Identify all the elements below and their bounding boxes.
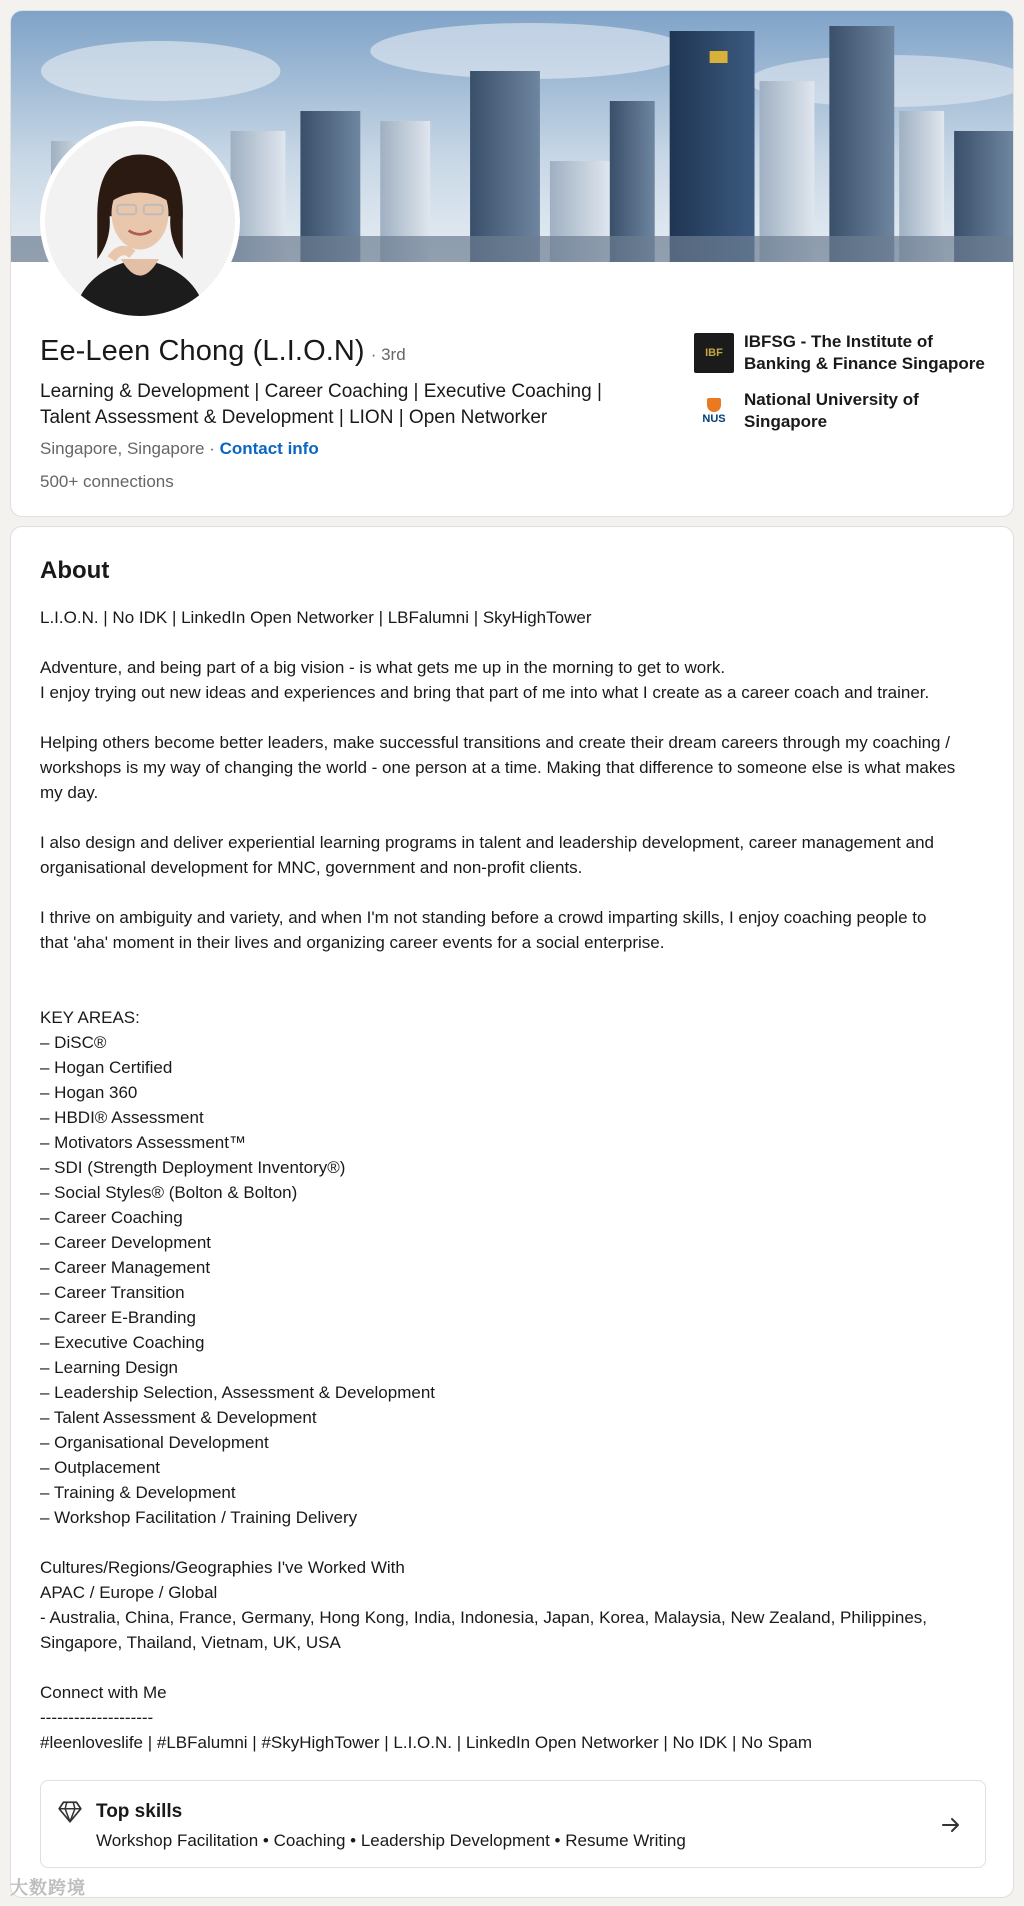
profile-headline <box>40 379 660 431</box>
about-line <box>40 980 990 1005</box>
about-line <box>40 630 990 655</box>
about-line: – Motivators Assessment™ <box>40 1133 246 1152</box>
top-skills-box[interactable] <box>40 1780 986 1868</box>
about-line: – Learning Design <box>40 1358 178 1377</box>
about-line: Helping others become better leaders, make successful transitions and create their dream careers through my coaching / <box>40 733 950 752</box>
profile-name-row <box>40 335 406 368</box>
about-line: I also design and deliver experiential learning programs in talent and leadership development, career management and <box>40 833 934 852</box>
about-text <box>40 605 990 1755</box>
nus-logo-text: NUS <box>702 412 726 425</box>
org-name-line: Singapore <box>744 412 828 431</box>
connection-degree: · 3rd <box>370 345 406 364</box>
about-line: – Hogan 360 <box>40 1083 138 1102</box>
org-name-line: National University of <box>744 390 919 409</box>
about-line: – SDI (Strength Deployment Inventory®) <box>40 1158 346 1177</box>
nus-logo <box>694 391 734 431</box>
profile-avatar[interactable] <box>40 121 240 321</box>
top-skills-list: Workshop Facilitation • Coaching • Leadership Development • Resume Writing <box>96 1831 686 1850</box>
organizations-list <box>694 331 1004 447</box>
org-name-line: Banking & Finance Singapore <box>744 354 985 373</box>
profile-location: Singapore, Singapore · <box>40 439 220 458</box>
about-line: APAC / Europe / Global <box>40 1583 218 1602</box>
about-line: Singapore, Thailand, Vietnam, UK, USA <box>40 1633 341 1652</box>
about-line: that 'aha' moment in their lives and organizing career events for a social enterprise. <box>40 933 665 952</box>
about-line: – Workshop Facilitation / Training Delivery <box>40 1508 358 1527</box>
about-line: I thrive on ambiguity and variety, and when I'm not standing before a crowd imparting skills, I enjoy coaching people to <box>40 908 927 927</box>
about-line: -------------------- <box>40 1708 154 1727</box>
about-line <box>40 705 990 730</box>
nus-crest-icon <box>707 398 721 412</box>
org-name <box>744 331 985 375</box>
about-line: – HBDI® Assessment <box>40 1108 204 1127</box>
about-line: – Social Styles® (Bolton & Bolton) <box>40 1183 298 1202</box>
about-line: L.I.O.N. | No IDK | LinkedIn Open Networker | LBFalumni | SkyHighTower <box>40 608 592 627</box>
about-line: #leenloveslife | #LBFalumni | #SkyHighTower | L.I.O.N. | LinkedIn Open Networker | No IDK | No Spam <box>40 1733 812 1752</box>
watermark-text: 大数跨境 <box>10 1878 86 1898</box>
headline-line: Talent Assessment & Development | LION | Open Networker <box>40 407 548 428</box>
profile-card <box>10 10 1014 517</box>
org-item-ibfsg[interactable] <box>694 331 1004 375</box>
about-line: Connect with Me <box>40 1683 167 1702</box>
ibfsg-logo: IBF <box>694 333 734 373</box>
about-line: – Career Development <box>40 1233 212 1252</box>
about-line: – Organisational Development <box>40 1433 269 1452</box>
about-line: KEY AREAS: <box>40 1008 140 1027</box>
about-line: – Outplacement <box>40 1458 161 1477</box>
about-title: About <box>40 557 110 584</box>
diamond-icon <box>57 1799 83 1825</box>
org-item-nus[interactable] <box>694 389 1004 433</box>
about-line <box>40 955 990 980</box>
about-line <box>40 880 990 905</box>
about-line: Adventure, and being part of a big vision - is what gets me up in the morning to get to work. <box>40 658 726 677</box>
location-row <box>40 439 319 459</box>
org-name-line: IBFSG - The Institute of <box>744 332 933 351</box>
org-name <box>744 389 919 433</box>
about-line <box>40 1655 990 1680</box>
about-line: – Career E-Branding <box>40 1308 196 1327</box>
about-line: Cultures/Regions/Geographies I've Worked With <box>40 1558 405 1577</box>
about-line: – DiSC® <box>40 1033 107 1052</box>
about-line: - Australia, China, France, Germany, Hong Kong, India, Indonesia, Japan, Korea, Malaysia, New Zealand, Philippines, <box>40 1608 927 1627</box>
top-skills-title: Top skills <box>96 1801 183 1822</box>
headline-line: Learning & Development | Career Coaching | Executive Coaching | <box>40 381 602 402</box>
about-line: – Talent Assessment & Development <box>40 1408 317 1427</box>
about-card <box>10 526 1014 1898</box>
contact-info-link[interactable]: Contact info <box>219 439 319 458</box>
about-line: my day. <box>40 783 99 802</box>
about-line: – Executive Coaching <box>40 1333 205 1352</box>
about-line: – Career Transition <box>40 1283 185 1302</box>
about-line: – Hogan Certified <box>40 1058 173 1077</box>
about-line <box>40 1530 990 1555</box>
connections-count: 500+ connections <box>40 472 174 491</box>
about-line <box>40 805 990 830</box>
arrow-right-icon[interactable] <box>939 1813 963 1837</box>
about-line: – Career Coaching <box>40 1208 183 1227</box>
about-line: – Leadership Selection, Assessment & Development <box>40 1383 436 1402</box>
about-line: organisational development for MNC, government and non-profit clients. <box>40 858 583 877</box>
about-line: – Career Management <box>40 1258 211 1277</box>
about-line: – Training & Development <box>40 1483 236 1502</box>
about-line: workshops is my way of changing the world - one person at a time. Making that difference to someone else is what makes <box>40 758 956 777</box>
profile-name: Ee-Leen Chong (L.I.O.N) <box>40 335 365 367</box>
about-line: I enjoy trying out new ideas and experiences and bring that part of me into what I create as a career coach and trainer. <box>40 683 930 702</box>
